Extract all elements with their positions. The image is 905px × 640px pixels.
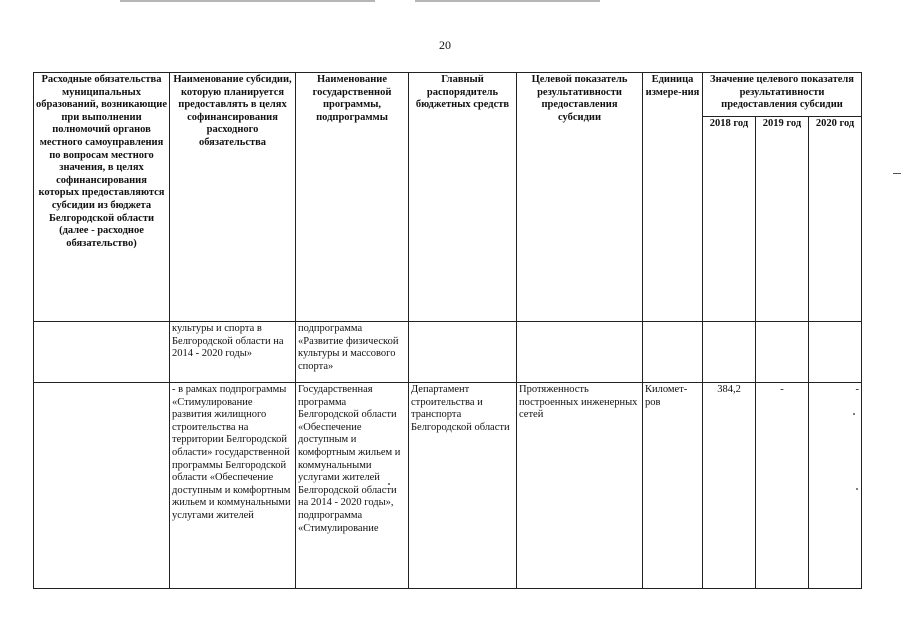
row2-value-2019: - bbox=[756, 383, 809, 589]
row1-budget-manager bbox=[409, 322, 517, 383]
row2-obligation bbox=[34, 383, 170, 589]
row1-value-2020 bbox=[809, 322, 862, 383]
table-row bbox=[34, 383, 862, 589]
row1-obligation bbox=[34, 322, 170, 383]
table-row bbox=[34, 322, 862, 383]
header-subsidy-name: Наименование субсидии, которую планируется предоставлять в целях софинансирования расходного обязательства bbox=[170, 73, 296, 322]
top-edge-line bbox=[120, 0, 375, 2]
row1-subsidy-name: культуры и спорта в Белгородской области на 2014 - 2020 годы» bbox=[170, 322, 296, 383]
row1-value-2018 bbox=[703, 322, 756, 383]
header-program-name: Наименование государственной программы, подпрограммы bbox=[296, 73, 409, 322]
row1-target-indicator bbox=[517, 322, 643, 383]
header-obligations: Расходные обязательства муниципальных образований, возникающие при выполнении полномочий органов местного самоуправления по вопросам местного значения, в целях софинансирования которых предоставляются субсидии из бюджета Белгородской области (далее - расходное обязательство) bbox=[34, 73, 170, 322]
top-edge-line bbox=[415, 0, 600, 2]
header-year-2018: 2018 год bbox=[703, 117, 756, 322]
header-unit: Единица измере-ния bbox=[643, 73, 703, 322]
row2-target-indicator: Протяженность построенных инженерных сетей bbox=[517, 383, 643, 589]
subsidy-table bbox=[33, 72, 862, 589]
row2-value-2018: 384,2 bbox=[703, 383, 756, 589]
header-target-value: Значение целевого показателя результативности предоставления субсидии bbox=[703, 73, 862, 117]
row2-subsidy-name: - в рамках подпрограммы «Стимулирование развития жилищного строительства на территории Белгородской области» государственной программы Белгородской области «Обеспечение доступным и комфортным жильем и коммунальными услугами жителей bbox=[170, 383, 296, 589]
page-number: 20 bbox=[439, 38, 451, 52]
header-row bbox=[34, 73, 862, 117]
row2-program-name: Государственная программа Белгородской области «Обеспечение доступным и комфортным жильем и коммунальными услугами жителей Белгородской области на 2014 - 2020 годы», подпрограмма «Стимулирование bbox=[296, 383, 409, 589]
scan-speck bbox=[893, 173, 901, 174]
header-budget-manager: Главный распорядитель бюджетных средств bbox=[409, 73, 517, 322]
row2-unit: Километ-ров bbox=[643, 383, 703, 589]
row2-budget-manager: Департамент строительства и транспорта Белгородской области bbox=[409, 383, 517, 589]
row2-value-2020: - bbox=[809, 383, 862, 589]
header-year-2019: 2019 год bbox=[756, 117, 809, 322]
scan-speck bbox=[853, 413, 855, 415]
header-year-2020: 2020 год bbox=[809, 117, 862, 322]
row1-program-name: подпрограмма «Развитие физической культуры и массового спорта» bbox=[296, 322, 409, 383]
scan-speck bbox=[388, 483, 390, 485]
scan-speck bbox=[856, 488, 858, 490]
header-target-indicator: Целевой показатель результативности предоставления субсидии bbox=[517, 73, 643, 322]
row1-value-2019 bbox=[756, 322, 809, 383]
row1-unit bbox=[643, 322, 703, 383]
